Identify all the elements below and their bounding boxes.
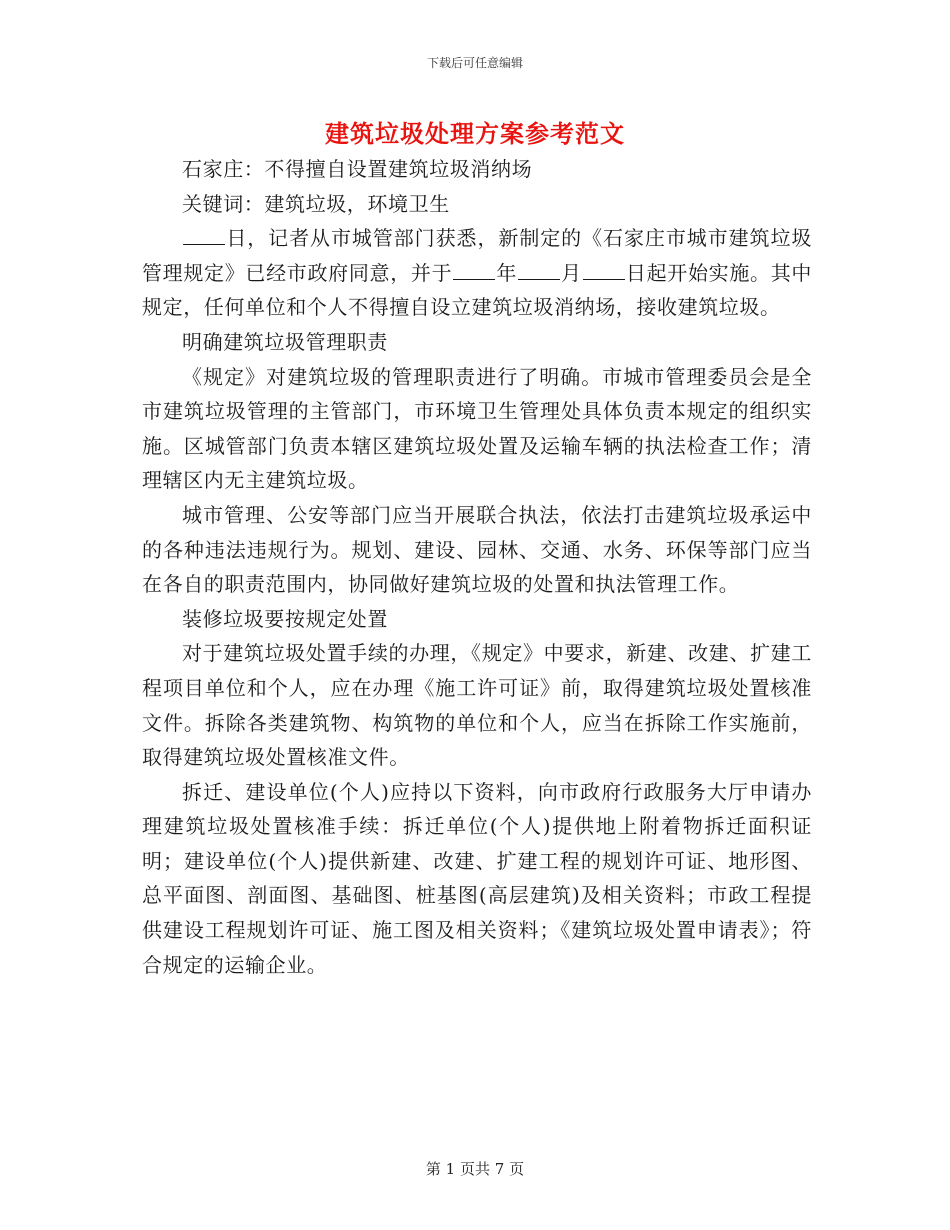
blank-field [453, 261, 495, 280]
blank-field [183, 226, 225, 245]
paragraph: 《规定》对建筑垃圾的管理职责进行了明确。市城市管理委员会是全市建筑垃圾管理的主管部门，市环境卫生管理处具体负责本规定的组织实施。区城管部门负责本辖区建筑垃圾处置及运输车辆的执法检查工作；清理辖区内无主建筑垃圾。 [142, 364, 812, 493]
section-heading: 装修垃圾要按规定处置 [182, 606, 388, 631]
document-title: 建筑垃圾处理方案参考范文 [325, 119, 625, 148]
header-note: 下载后可任意编辑 [426, 56, 523, 70]
document-body [142, 152, 812, 982]
paragraph-keywords: 关键词：建筑垃圾，环境卫生 [182, 191, 450, 216]
paragraph: 对于建筑垃圾处置手续的办理，《规定》中要求，新建、改建、扩建工程项目单位和个人，应在办理《施工许可证》前，取得建筑垃圾处置核准文件。拆除各类建筑物、构筑物的单位和个人，应当在拆除工作实施前，取得建筑垃圾处置核准文件。 [142, 641, 812, 770]
page-footer: 第 1 页共 7 页 [425, 1160, 525, 1178]
section-heading: 明确建筑垃圾管理职责 [182, 329, 388, 354]
paragraph: 拆迁、建设单位(个人)应持以下资料，向市政府行政服务大厅申请办理建筑垃圾处置核准手续：拆迁单位(个人)提供地上附着物拆迁面积证明；建设单位(个人)提供新建、改建、扩建工程的规划许可证、地形图、总平面图、剖面图、基础图、桩基图(高层建筑)及相关资料；市政工程提供建设工程规划许可证、施工图及相关资料；《建筑垃圾处置申请表》；符合规定的运输企业。 [142, 779, 812, 977]
paragraph-subtitle: 石家庄：不得擅自设置建筑垃圾消纳场 [182, 157, 533, 181]
blank-field [518, 261, 560, 280]
blank-field [583, 261, 625, 280]
paragraph-intro: 日，记者从市城管部门获悉，新制定的《石家庄市城市建筑垃圾管理规定》已经市政府同意，并于 年 月 日起开始实施。其中规定，任何单位和个人不得擅自设立建筑垃圾消纳场，接收建筑垃圾。 [142, 226, 813, 320]
paragraph: 城市管理、公安等部门应当开展联合执法，依法打击建筑垃圾承运中的各种违法违规行为。规划、建设、园林、交通、水务、环保等部门应当在各自的职责范围内，协同做好建筑垃圾的处置和执法管理工作。 [142, 502, 812, 597]
